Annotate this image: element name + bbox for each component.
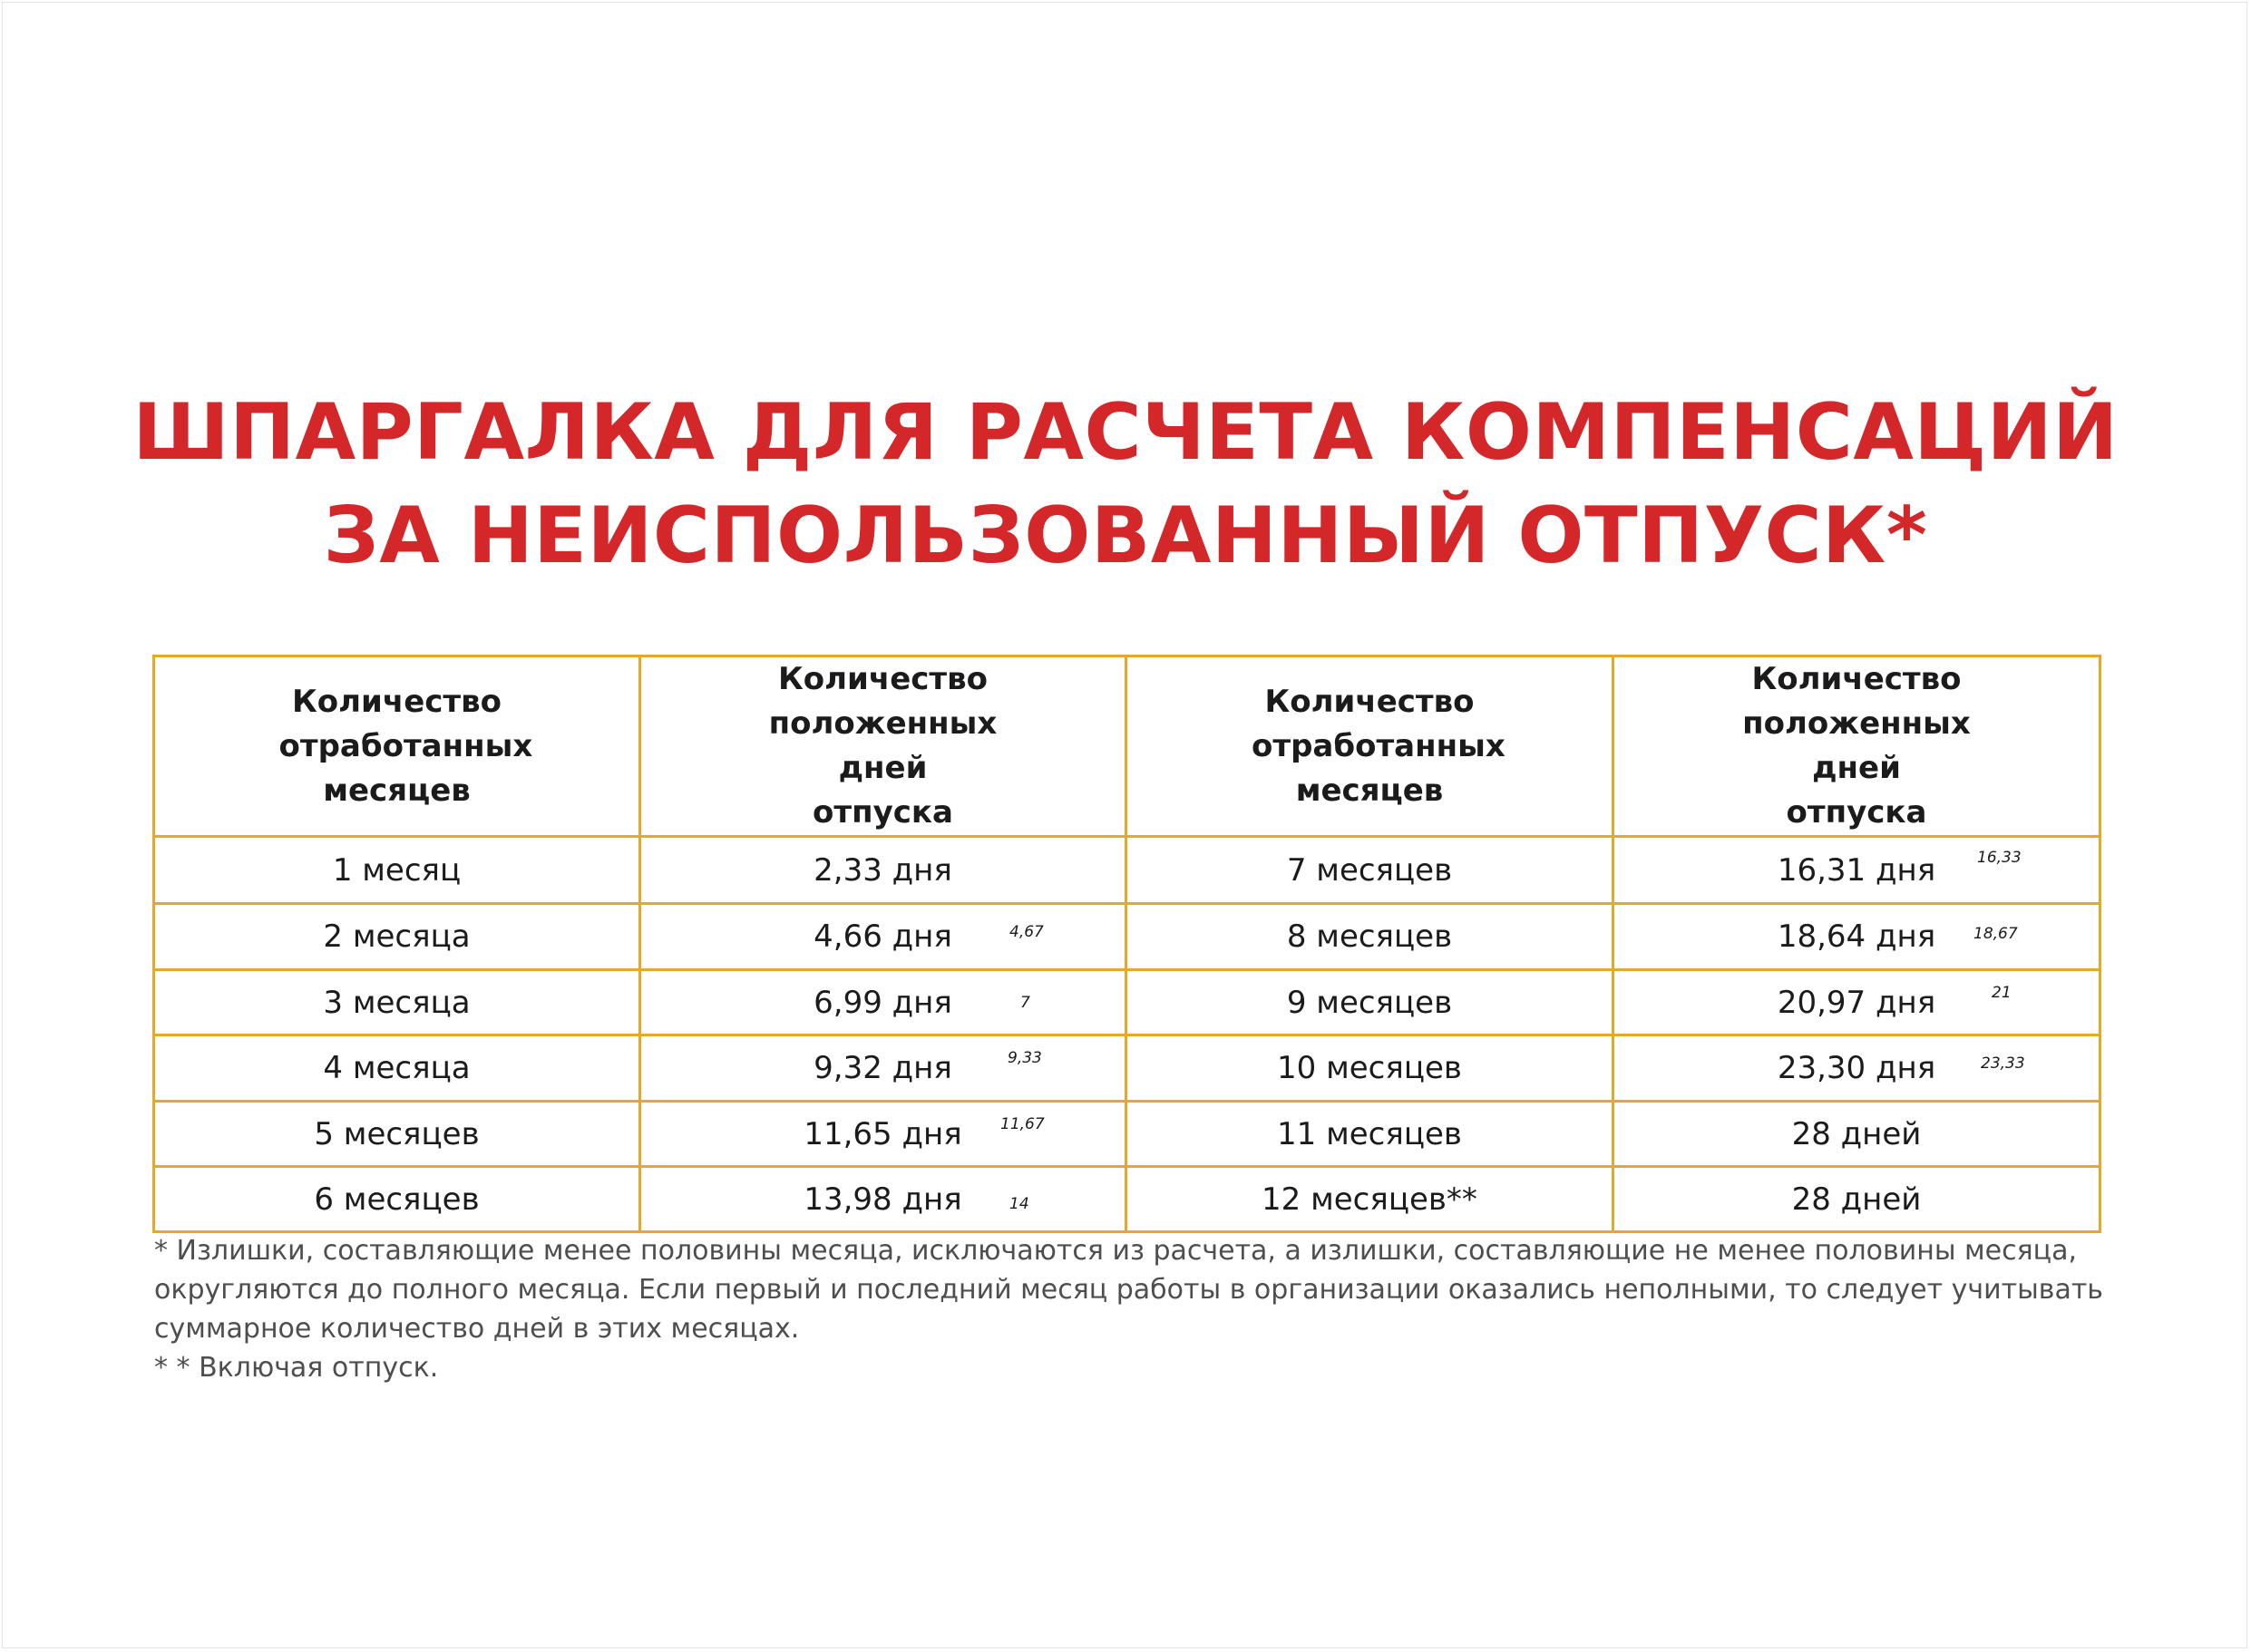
days-cell [640, 1102, 1126, 1167]
days-cell [1613, 1102, 2100, 1167]
days-value: 18,64 дня [1777, 918, 1936, 955]
days-value: 16,31 дня [1777, 851, 1936, 889]
days-cell [640, 1035, 1126, 1102]
footnotes [154, 1231, 2104, 1387]
page-title-line-1: ШПАРГАЛКА ДЛЯ РАСЧЕТА КОМПЕНСАЦИЙ [132, 387, 2119, 478]
table-row [154, 1167, 2100, 1232]
months-value: 9 месяцев [1286, 984, 1453, 1021]
months-cell [154, 904, 640, 970]
days-value: 13,98 дня [804, 1181, 962, 1218]
months-value: 11 месяцев [1277, 1115, 1462, 1152]
days-cell [640, 904, 1126, 970]
days-cell [640, 1167, 1126, 1232]
months-cell [154, 970, 640, 1035]
table-row [154, 970, 2100, 1035]
header-label: Количество отработанных месяцев [1252, 683, 1506, 809]
page-title-line-2: ЗА НЕИСПОЛЬЗОВАННЫЙ ОТПУСК* [323, 491, 1928, 581]
months-cell [154, 837, 640, 904]
months-cell [1126, 1102, 1613, 1167]
table-header-row [154, 656, 2100, 837]
header-vacation-days-2 [1613, 656, 2100, 837]
table-row [154, 1035, 2100, 1102]
days-value: 11,65 дня [804, 1115, 962, 1152]
footnote-2: * * Включая отпуск. [154, 1352, 439, 1384]
days-cell [1613, 970, 2100, 1035]
months-value: 5 месяцев [314, 1115, 480, 1152]
table-row [154, 904, 2100, 970]
months-value: 4 месяца [323, 1050, 471, 1086]
compensation-table-container [152, 655, 2099, 1233]
header-vacation-days-1 [640, 656, 1126, 837]
rounded-note: 4,67 [1009, 923, 1044, 941]
days-cell [1613, 837, 2100, 904]
days-value: 6,99 дня [814, 984, 952, 1021]
footnote-1: * Излишки, составляющие менее половины месяца, исключаются из расчета, а излишки, составляющие не менее половины месяца, округляются до полного месяца. Если первый и последний месяц работы в организации оказались неполными, то следует учитывать суммарное количество дней в этих месяцах. [154, 1235, 2103, 1345]
days-value: 9,32 дня [814, 1050, 952, 1086]
months-value: 1 месяц [332, 851, 462, 889]
rounded-note: 21 [1992, 984, 2012, 1002]
days-value: 28 дней [1791, 1181, 1922, 1218]
page-title [0, 381, 2251, 588]
days-cell [640, 970, 1126, 1035]
months-cell [1126, 837, 1613, 904]
days-value: 2,33 дня [814, 851, 952, 889]
header-months-worked-2 [1126, 656, 1613, 837]
days-cell [640, 837, 1126, 904]
days-cell [1613, 904, 2100, 970]
months-cell [1126, 1035, 1613, 1102]
months-value: 12 месяцев** [1262, 1181, 1477, 1218]
months-value: 3 месяца [323, 984, 471, 1021]
months-value: 2 месяца [323, 918, 471, 955]
days-cell [1613, 1167, 2100, 1232]
header-label: Количество отработанных месяцев [278, 683, 533, 809]
rounded-note: 16,33 [1977, 849, 2022, 867]
header-label: Количество положенных дней отпуска [1742, 661, 1971, 831]
months-cell [1126, 970, 1613, 1035]
days-value: 23,30 дня [1777, 1050, 1936, 1086]
months-cell [1126, 1167, 1613, 1232]
table-row [154, 837, 2100, 904]
months-cell [154, 1035, 640, 1102]
rounded-note: 14 [1009, 1195, 1029, 1213]
days-value: 28 дней [1791, 1115, 1922, 1152]
rounded-note: 23,33 [1981, 1054, 2025, 1073]
header-label: Количество положенных дней отпуска [768, 661, 998, 831]
months-value: 7 месяцев [1286, 851, 1453, 889]
compensation-table [152, 655, 2101, 1233]
months-value: 6 месяцев [314, 1181, 480, 1218]
months-value: 8 месяцев [1286, 918, 1453, 955]
days-cell [1613, 1035, 2100, 1102]
months-cell [154, 1167, 640, 1232]
rounded-note: 7 [1020, 994, 1030, 1012]
days-value: 20,97 дня [1777, 984, 1936, 1021]
header-months-worked-1 [154, 656, 640, 837]
rounded-note: 9,33 [1008, 1049, 1042, 1067]
rounded-note: 11,67 [1000, 1115, 1045, 1133]
months-value: 10 месяцев [1277, 1050, 1462, 1086]
table-row [154, 1102, 2100, 1167]
months-cell [154, 1102, 640, 1167]
days-value: 4,66 дня [814, 918, 952, 955]
rounded-note: 18,67 [1973, 925, 2018, 943]
months-cell [1126, 904, 1613, 970]
